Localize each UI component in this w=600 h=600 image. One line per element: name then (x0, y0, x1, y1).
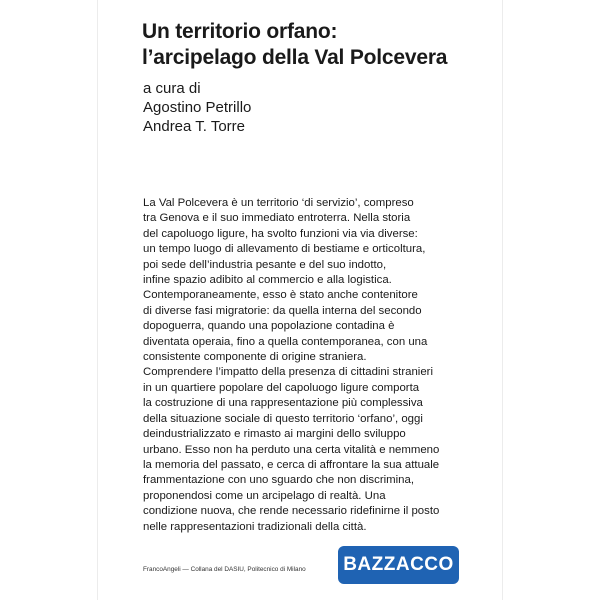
blurb-line: un tempo luogo di allevamento di bestiame e orticoltura, (143, 243, 426, 256)
blurb-line: frammentazione con uno sguardo che non discrimina, (143, 474, 414, 487)
blurb-line: consistente componente di origine straniera. (143, 351, 367, 364)
book-title-line-1: Un territorio orfano: (142, 20, 338, 43)
blurb-line: diventata operaia, fino a quella contemporanea, con una (143, 335, 428, 348)
blurb-line: Comprendere l’impatto della presenza di cittadini stranieri (143, 366, 433, 379)
blurb-line: condizione nuova, che rende necessario ridefinirne il posto (143, 505, 440, 518)
blurb-line: proponendosi come un arcipelago di realtà. Una (143, 489, 386, 502)
editor-name: Agostino Petrillo (143, 99, 252, 116)
editor-credits (143, 79, 251, 136)
book-title-line-2: l’arcipelago della Val Polcevera (142, 46, 448, 69)
editor-name: Andrea T. Torre (143, 118, 246, 135)
blurb-line: poi sede dell’industria pesante e del suo indotto, (143, 258, 387, 271)
blurb-line: nelle rappresentazioni tradizionali della città. (143, 520, 367, 533)
watermark-label: BAZZACCO (343, 554, 454, 575)
blurb-line: dopoguerra, quando una popolazione contadina è (143, 320, 395, 333)
blurb-line: in un quartiere popolare del capoluogo ligure comporta (143, 381, 420, 394)
book-back-cover (98, 0, 502, 600)
book-blurb (143, 196, 473, 535)
blurb-line: La Val Polcevera è un territorio ‘di servizio’, compreso (143, 197, 414, 209)
book-title (142, 19, 447, 71)
blurb-line: la memoria del passato, e cerca di affrontare la sua attuale (143, 458, 440, 471)
blurb-line: deindustrializzato e rimasto ai margini dello sviluppo (143, 428, 406, 441)
publisher-footer: FrancoAngeli — Collana del DASIU, Politecnico di Milano (143, 566, 306, 573)
bazzacco-watermark (338, 546, 459, 584)
blurb-line: di diverse fasi migratorie: da quella interna del secondo (143, 304, 422, 317)
editor-prefix: a cura di (143, 80, 201, 97)
blurb-line: infine spazio adibito al commercio e alla logistica. (143, 274, 392, 287)
blurb-line: Contemporaneamente, esso è stato anche contenitore (143, 289, 418, 302)
blurb-line: del capoluogo ligure, ha svolto funzioni via via diverse: (143, 227, 418, 240)
blurb-line: della situazione sociale di questo territorio ‘orfano’, oggi (143, 412, 423, 425)
blurb-line: la costruzione di una rappresentazione più complessiva (143, 397, 423, 410)
blurb-line: urbano. Esso non ha perduto una certa vitalità e nemmeno (143, 443, 440, 456)
blurb-line: tra Genova e il suo immediato entroterra. Nella storia (143, 212, 411, 225)
